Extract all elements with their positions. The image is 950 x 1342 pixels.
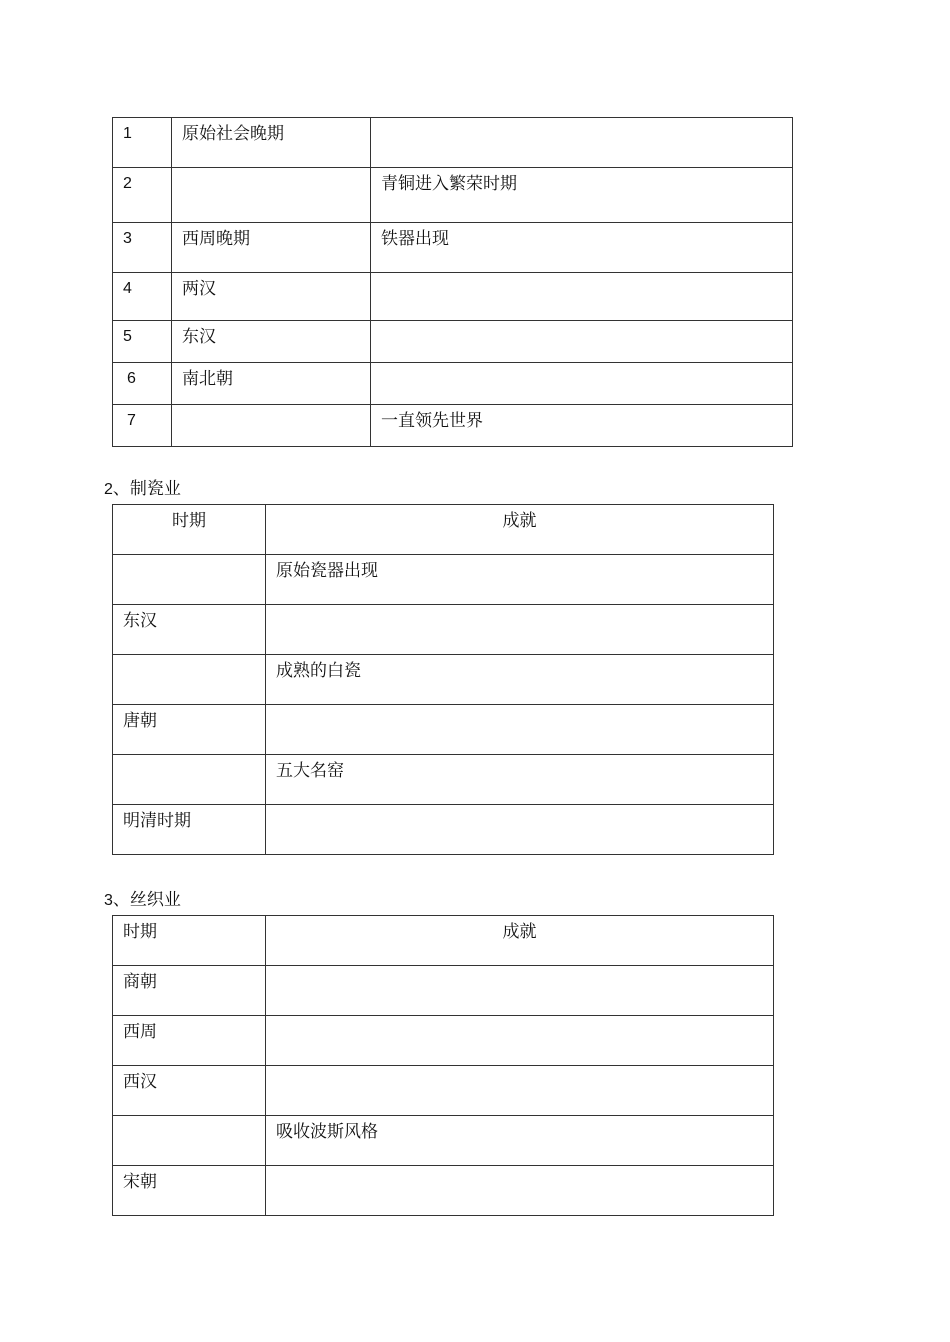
row-number: 1 bbox=[113, 118, 172, 168]
column-header-period: 时期 bbox=[113, 505, 266, 555]
table-row bbox=[113, 555, 774, 605]
table-row bbox=[113, 273, 793, 321]
table-row bbox=[113, 1116, 774, 1166]
row-number: 4 bbox=[113, 273, 172, 321]
achievement-cell bbox=[266, 1016, 774, 1066]
period-cell bbox=[113, 755, 266, 805]
table-row bbox=[113, 705, 774, 755]
silk-table bbox=[112, 915, 774, 1216]
table-row bbox=[113, 363, 793, 405]
column-header-period: 时期 bbox=[113, 916, 266, 966]
table-row bbox=[113, 1066, 774, 1116]
section-heading-porcelain bbox=[104, 478, 181, 501]
porcelain-table bbox=[112, 504, 774, 855]
table-row bbox=[113, 223, 793, 273]
section-title: 、制瓷业 bbox=[112, 479, 181, 499]
period-cell: 两汉 bbox=[172, 273, 371, 321]
period-cell: 唐朝 bbox=[113, 705, 266, 755]
period-cell bbox=[113, 555, 266, 605]
achievement-cell: 原始瓷器出现 bbox=[266, 555, 774, 605]
column-header-achievement: 成就 bbox=[266, 505, 774, 555]
note-cell bbox=[371, 118, 793, 168]
row-number: 6 bbox=[113, 363, 172, 405]
table-row bbox=[113, 1166, 774, 1216]
metallurgy-table bbox=[112, 117, 793, 447]
table-row bbox=[113, 655, 774, 705]
period-cell: 商朝 bbox=[113, 966, 266, 1016]
table-row bbox=[113, 168, 793, 223]
table-header-row bbox=[113, 505, 774, 555]
table-row bbox=[113, 805, 774, 855]
achievement-cell bbox=[266, 705, 774, 755]
note-cell bbox=[371, 273, 793, 321]
table-row bbox=[113, 321, 793, 363]
section-number: 2 bbox=[104, 481, 113, 498]
period-cell: 西汉 bbox=[113, 1066, 266, 1116]
table-row bbox=[113, 1016, 774, 1066]
achievement-cell: 成熟的白瓷 bbox=[266, 655, 774, 705]
table-row bbox=[113, 966, 774, 1016]
period-cell: 原始社会晚期 bbox=[172, 118, 371, 168]
period-cell bbox=[172, 168, 371, 223]
period-cell: 东汉 bbox=[172, 321, 371, 363]
note-cell: 青铜进入繁荣时期 bbox=[371, 168, 793, 223]
achievement-cell bbox=[266, 966, 774, 1016]
period-cell bbox=[113, 655, 266, 705]
table-row bbox=[113, 405, 793, 447]
note-cell bbox=[371, 363, 793, 405]
achievement-cell bbox=[266, 1066, 774, 1116]
table-row bbox=[113, 118, 793, 168]
note-cell: 一直领先世界 bbox=[371, 405, 793, 447]
note-cell: 铁器出现 bbox=[371, 223, 793, 273]
section-heading-silk bbox=[104, 889, 181, 912]
period-cell bbox=[113, 1116, 266, 1166]
table-row bbox=[113, 755, 774, 805]
column-header-achievement: 成就 bbox=[266, 916, 774, 966]
row-number: 7 bbox=[113, 405, 172, 447]
note-cell bbox=[371, 321, 793, 363]
period-cell: 东汉 bbox=[113, 605, 266, 655]
achievement-cell bbox=[266, 1166, 774, 1216]
table-header-row bbox=[113, 916, 774, 966]
period-cell: 西周晚期 bbox=[172, 223, 371, 273]
row-number: 2 bbox=[113, 168, 172, 223]
achievement-cell: 吸收波斯风格 bbox=[266, 1116, 774, 1166]
table-row bbox=[113, 605, 774, 655]
row-number: 3 bbox=[113, 223, 172, 273]
period-cell bbox=[172, 405, 371, 447]
period-cell: 宋朝 bbox=[113, 1166, 266, 1216]
achievement-cell: 五大名窑 bbox=[266, 755, 774, 805]
row-number: 5 bbox=[113, 321, 172, 363]
period-cell: 南北朝 bbox=[172, 363, 371, 405]
section-title: 、丝织业 bbox=[112, 890, 181, 910]
period-cell: 明清时期 bbox=[113, 805, 266, 855]
period-cell: 西周 bbox=[113, 1016, 266, 1066]
achievement-cell bbox=[266, 605, 774, 655]
achievement-cell bbox=[266, 805, 774, 855]
section-number: 3 bbox=[104, 892, 113, 909]
